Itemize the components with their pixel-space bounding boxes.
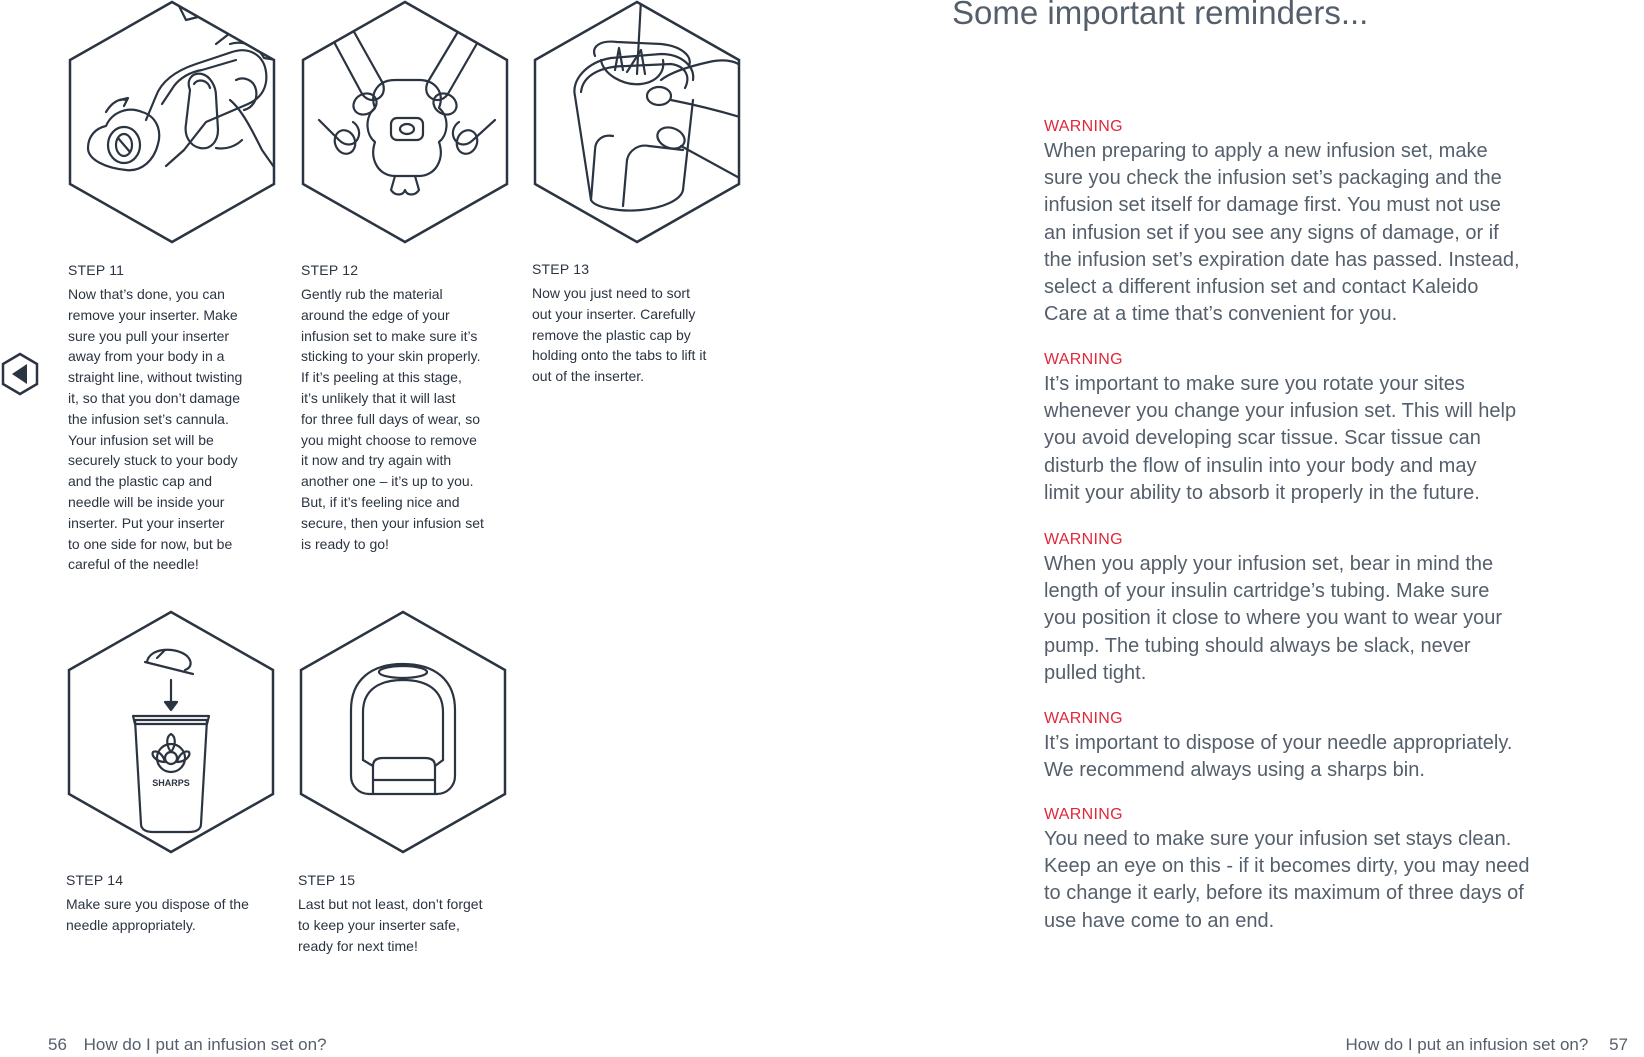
warning-label: WARNING	[1044, 351, 1123, 368]
step-13-text: Now you just need to sort out your inserter. Carefully remove the plastic cap by holding onto the tabs to lift it out of the inserter.	[532, 285, 707, 385]
sharps-bin-icon	[65, 610, 277, 854]
warning-block	[1044, 708, 1544, 784]
warning-block	[1044, 349, 1544, 507]
warning-text: It’s important to dispose of your needle appropriately. We recommend always using a sharps bin.	[1044, 732, 1513, 782]
warning-label: WARNING	[1044, 806, 1123, 823]
warning-text: It’s important to make sure you rotate your sites whenever you change your infusion set. This will help you avoid developing scar tissue. Scar tissue can disturb the flow of insulin into your body and may limit your ability to absorb it properly in the future.	[1044, 373, 1517, 504]
page-title: Some important reminders...	[952, 0, 1369, 31]
step-13-label: STEP 13	[532, 261, 590, 277]
back-arrow-icon	[0, 352, 40, 396]
inserter-icon	[297, 610, 509, 854]
step-15-label: STEP 15	[298, 872, 356, 888]
step-14-illustration	[65, 610, 277, 854]
warning-text: When you apply your infusion set, bear in mind the length of your insulin cartridge’s tubing. Make sure you position it close to where you want to wear your pump. The tubing should always be slack, never pulled tight.	[1044, 553, 1503, 684]
step-12-text: Gently rub the material around the edge of your infusion set to make sure it’s sticking to your skin properly. If it’s peeling at this stage, it’s unlikely that it will last for three full days of wear, so you might choose to remove it now and try again with another one – it’s up to you. But, if it’s feeling nice and secure, then your infusion set is ready to go!	[301, 286, 484, 552]
step-15-text: Last but not least, don’t forget to keep your inserter safe, ready for next time!	[298, 896, 483, 954]
step-11-text: Now that’s done, you can remove your inserter. Make sure you pull your inserter away from your body in a straight line, without twisting it, so that you don’t damage the infusion set’s cannula. Your infusion set will be securely stuck to your body and the plastic cap and needle will be inside your inserter. Put your inserter to one side for now, but be careful of the needle!	[68, 286, 243, 573]
sharps-bin-label: SHARPS	[152, 778, 190, 788]
step-11-illustration	[66, 0, 278, 244]
warning-block	[1044, 529, 1544, 687]
step-14-text: Make sure you dispose of the needle appropriately.	[66, 896, 249, 933]
step-12-label: STEP 12	[301, 262, 359, 278]
back-arrow-button[interactable]	[0, 352, 40, 396]
step-13-illustration	[531, 0, 743, 244]
step-11-label: STEP 11	[68, 262, 125, 278]
footer-left	[48, 1035, 327, 1055]
remove-cap-icon	[531, 0, 743, 244]
warning-block	[1044, 804, 1544, 935]
warning-label: WARNING	[1044, 531, 1123, 548]
step-15-illustration	[297, 610, 509, 854]
page-number-right: 57	[1609, 1035, 1628, 1054]
warning-text: When preparing to apply a new infusion set, make sure you check the infusion set’s packaging and the infusion set itself for damage first. You must not use an infusion set if you see any signs of damage, or if the infusion set’s expiration date has passed. Instead, select a different infusion set and contact Kaleido Care at a time that’s convenient for you.	[1044, 140, 1520, 326]
warning-label: WARNING	[1044, 710, 1123, 727]
page-number-left: 56	[48, 1035, 67, 1054]
warning-block	[1044, 116, 1544, 328]
warning-text: You need to make sure your infusion set stays clean. Keep an eye on this - if it becomes dirty, you may need to change it early, before its maximum of three days of use have come to an end.	[1044, 828, 1530, 932]
remove-inserter-icon	[66, 0, 278, 244]
warning-label: WARNING	[1044, 118, 1123, 135]
footer-title-left: How do I put an infusion set on?	[83, 1035, 327, 1054]
rub-adhesive-icon	[299, 0, 511, 244]
footer-title-right: How do I put an infusion set on?	[1345, 1035, 1589, 1054]
step-14-label: STEP 14	[66, 872, 124, 888]
footer-right	[1345, 1035, 1628, 1055]
step-12-illustration	[299, 0, 511, 244]
